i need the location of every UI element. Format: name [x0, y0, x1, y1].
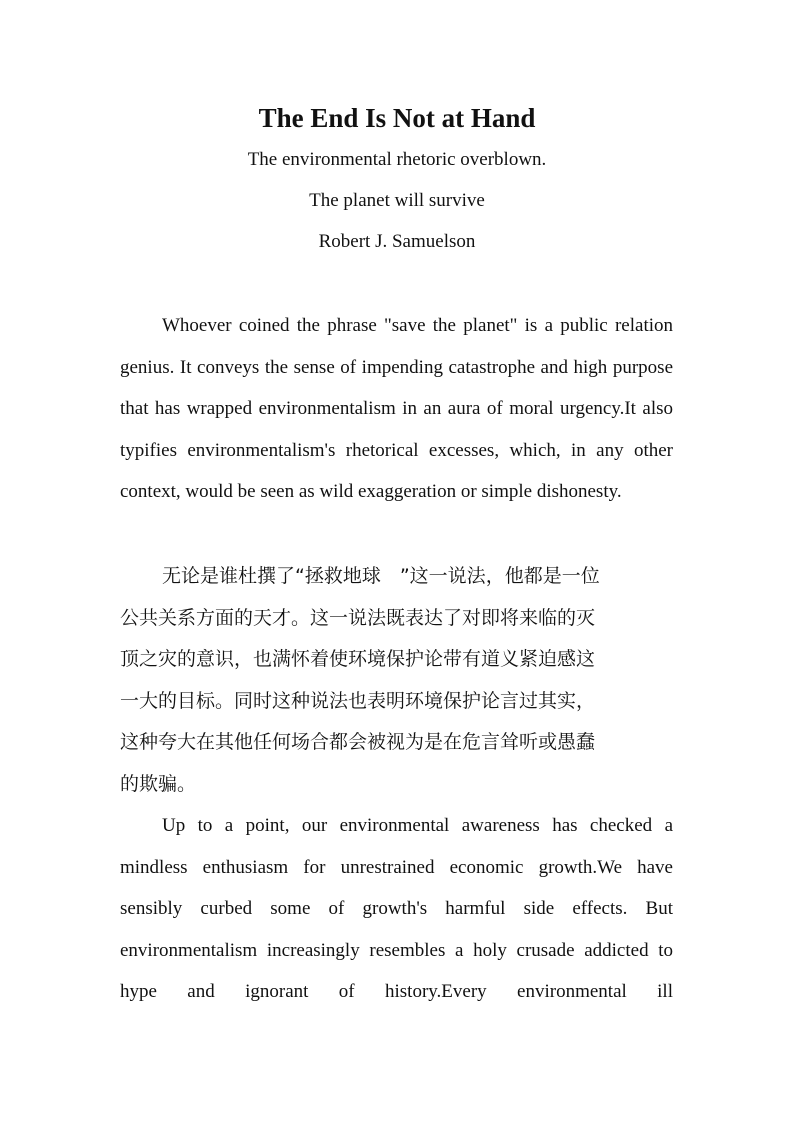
body-paragraph-1: Whoever coined the phrase "save the planet" is a public relation genius. It conveys the sense of impending catastrophe and high purpose that has wrapped environmentalism in an aura of moral urgency.It also typifies environmentalism's rhetorical excesses, which, in any other context, would be seen as wild exaggeration or simple dishonesty.: [120, 315, 673, 503]
author-name: Robert J. Samuelson: [318, 231, 476, 252]
body-paragraph-2-chinese: [120, 556, 680, 806]
document-title: The End Is Not at Hand: [258, 103, 536, 133]
chinese-line-1: 无论是谁杜撰了“拯救地球 ”这一说法，他都是一位: [162, 565, 600, 587]
chinese-line-3: 顶之灾的意识，也满怀着使环境保护论带有道义紧迫感这: [120, 648, 596, 671]
subtitle-line-2: The planet will survive: [309, 190, 485, 211]
chinese-line-5: 这种夸大在其他任何场合都会被视为是在危言耸听或愚蠢: [120, 731, 596, 754]
body-paragraph-3: Up to a point, our environmental awareness has checked a mindless enthusiasm for unrestrained economic growth.We have sensibly curbed some of growth's harmful side effects. But environmentalism increasingly resembles a holy crusade addicted to hype and ignorant of history.Every environmental ill: [120, 815, 673, 1003]
chinese-line-6: 的欺骗。: [120, 772, 197, 795]
chinese-line-4: 一大的目标。同时这种说法也表明环境保护论言过其实，: [120, 689, 596, 712]
subtitle-line-1: The environmental rhetoric overblown.: [247, 149, 547, 170]
chinese-line-2: 公共关系方面的天才。这一说法既表达了对即将来临的灭: [120, 606, 596, 629]
